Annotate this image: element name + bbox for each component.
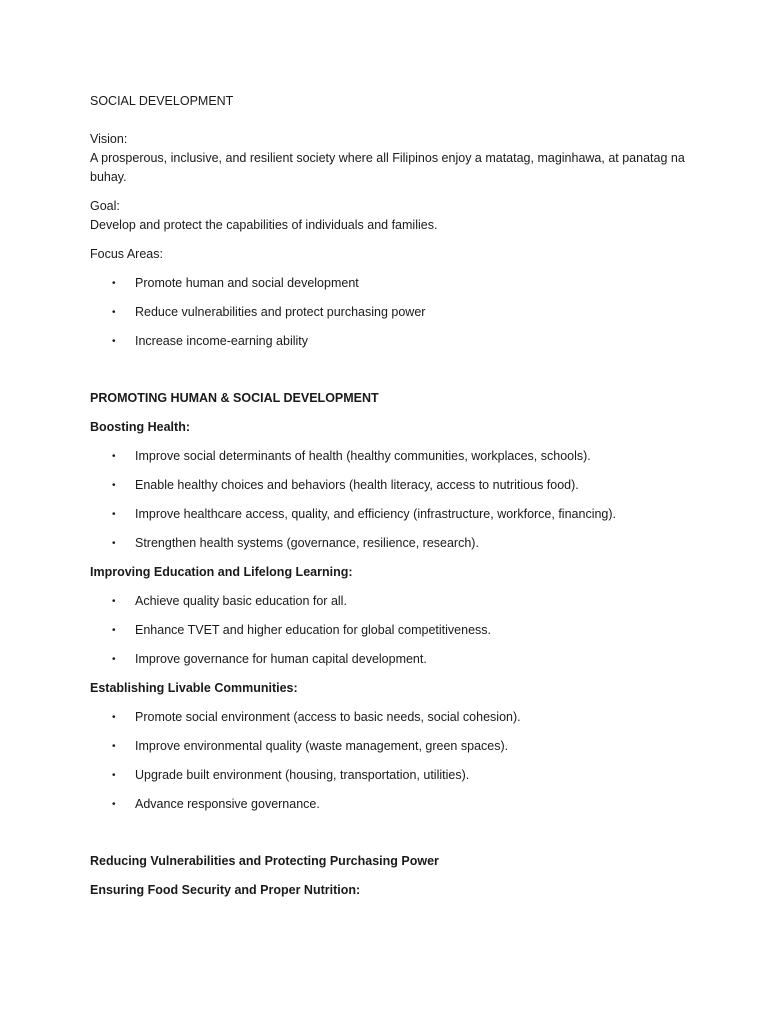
list-item-text: Advance responsive governance. [135, 797, 320, 811]
bullet-icon: • [112, 509, 116, 520]
list-item-text: Increase income-earning ability [135, 334, 309, 348]
section-heading-vulnerabilities: Reducing Vulnerabilities and Protecting Purchasing Power [90, 854, 439, 868]
document-title: SOCIAL DEVELOPMENT [90, 94, 234, 108]
list-item-text: Improve social determinants of health (healthy communities, workplaces, schools). [135, 449, 591, 463]
bullet-icon: • [112, 307, 116, 318]
list-item [90, 447, 690, 466]
goal-label: Goal: [90, 199, 120, 213]
bullet-icon: • [112, 480, 116, 491]
list-item [90, 737, 690, 756]
vision-label: Vision: [90, 132, 128, 146]
subheading-education: Improving Education and Lifelong Learning: [90, 565, 353, 579]
section-heading-human-social: PROMOTING HUMAN & SOCIAL DEVELOPMENT [90, 391, 379, 405]
list-item-text: Achieve quality basic education for all. [135, 594, 347, 608]
list-item-text: Upgrade built environment (housing, transportation, utilities). [135, 768, 470, 782]
document-page [90, 92, 690, 900]
list-item-text: Promote human and social development [135, 276, 359, 290]
bullet-icon: • [112, 451, 116, 462]
list-item [90, 303, 690, 322]
communities-list [90, 708, 690, 814]
list-item-text: Improve governance for human capital development. [135, 652, 427, 666]
bullet-icon: • [112, 712, 116, 723]
focus-areas-list [90, 274, 690, 351]
list-item-text: Reduce vulnerabilities and protect purchasing power [135, 305, 426, 319]
health-list [90, 447, 690, 553]
education-list [90, 592, 690, 669]
bullet-icon: • [112, 625, 116, 636]
subheading-food-security: Ensuring Food Security and Proper Nutrition: [90, 883, 361, 897]
bullet-icon: • [112, 799, 116, 810]
list-item-text: Enable healthy choices and behaviors (health literacy, access to nutritious food). [135, 478, 579, 492]
list-item-text: Strengthen health systems (governance, resilience, research). [135, 536, 479, 550]
list-item-text: Promote social environment (access to basic needs, social cohesion). [135, 710, 521, 724]
goal-text: Develop and protect the capabilities of individuals and families. [90, 218, 438, 232]
list-item [90, 766, 690, 785]
list-item [90, 274, 690, 293]
bullet-icon: • [112, 336, 116, 347]
bullet-icon: • [112, 538, 116, 549]
bullet-icon: • [112, 278, 116, 289]
list-item [90, 621, 690, 640]
bullet-icon: • [112, 596, 116, 607]
list-item-text: Improve environmental quality (waste management, green spaces). [135, 739, 509, 753]
list-item [90, 650, 690, 669]
bullet-icon: • [112, 654, 116, 665]
list-item [90, 534, 690, 553]
list-item [90, 476, 690, 495]
list-item-text: Enhance TVET and higher education for global competitiveness. [135, 623, 492, 637]
bullet-icon: • [112, 741, 116, 752]
focus-areas-label: Focus Areas: [90, 247, 163, 261]
list-item [90, 708, 690, 727]
subheading-communities: Establishing Livable Communities: [90, 681, 298, 695]
vision-text: A prosperous, inclusive, and resilient society where all Filipinos enjoy a matatag, maginhawa, at panatag na buhay. [90, 151, 685, 184]
list-item [90, 592, 690, 611]
list-item [90, 795, 690, 814]
list-item [90, 505, 690, 524]
bullet-icon: • [112, 770, 116, 781]
list-item-text: Improve healthcare access, quality, and efficiency (infrastructure, workforce, financing). [135, 507, 617, 521]
list-item [90, 332, 690, 351]
subheading-health: Boosting Health: [90, 420, 190, 434]
